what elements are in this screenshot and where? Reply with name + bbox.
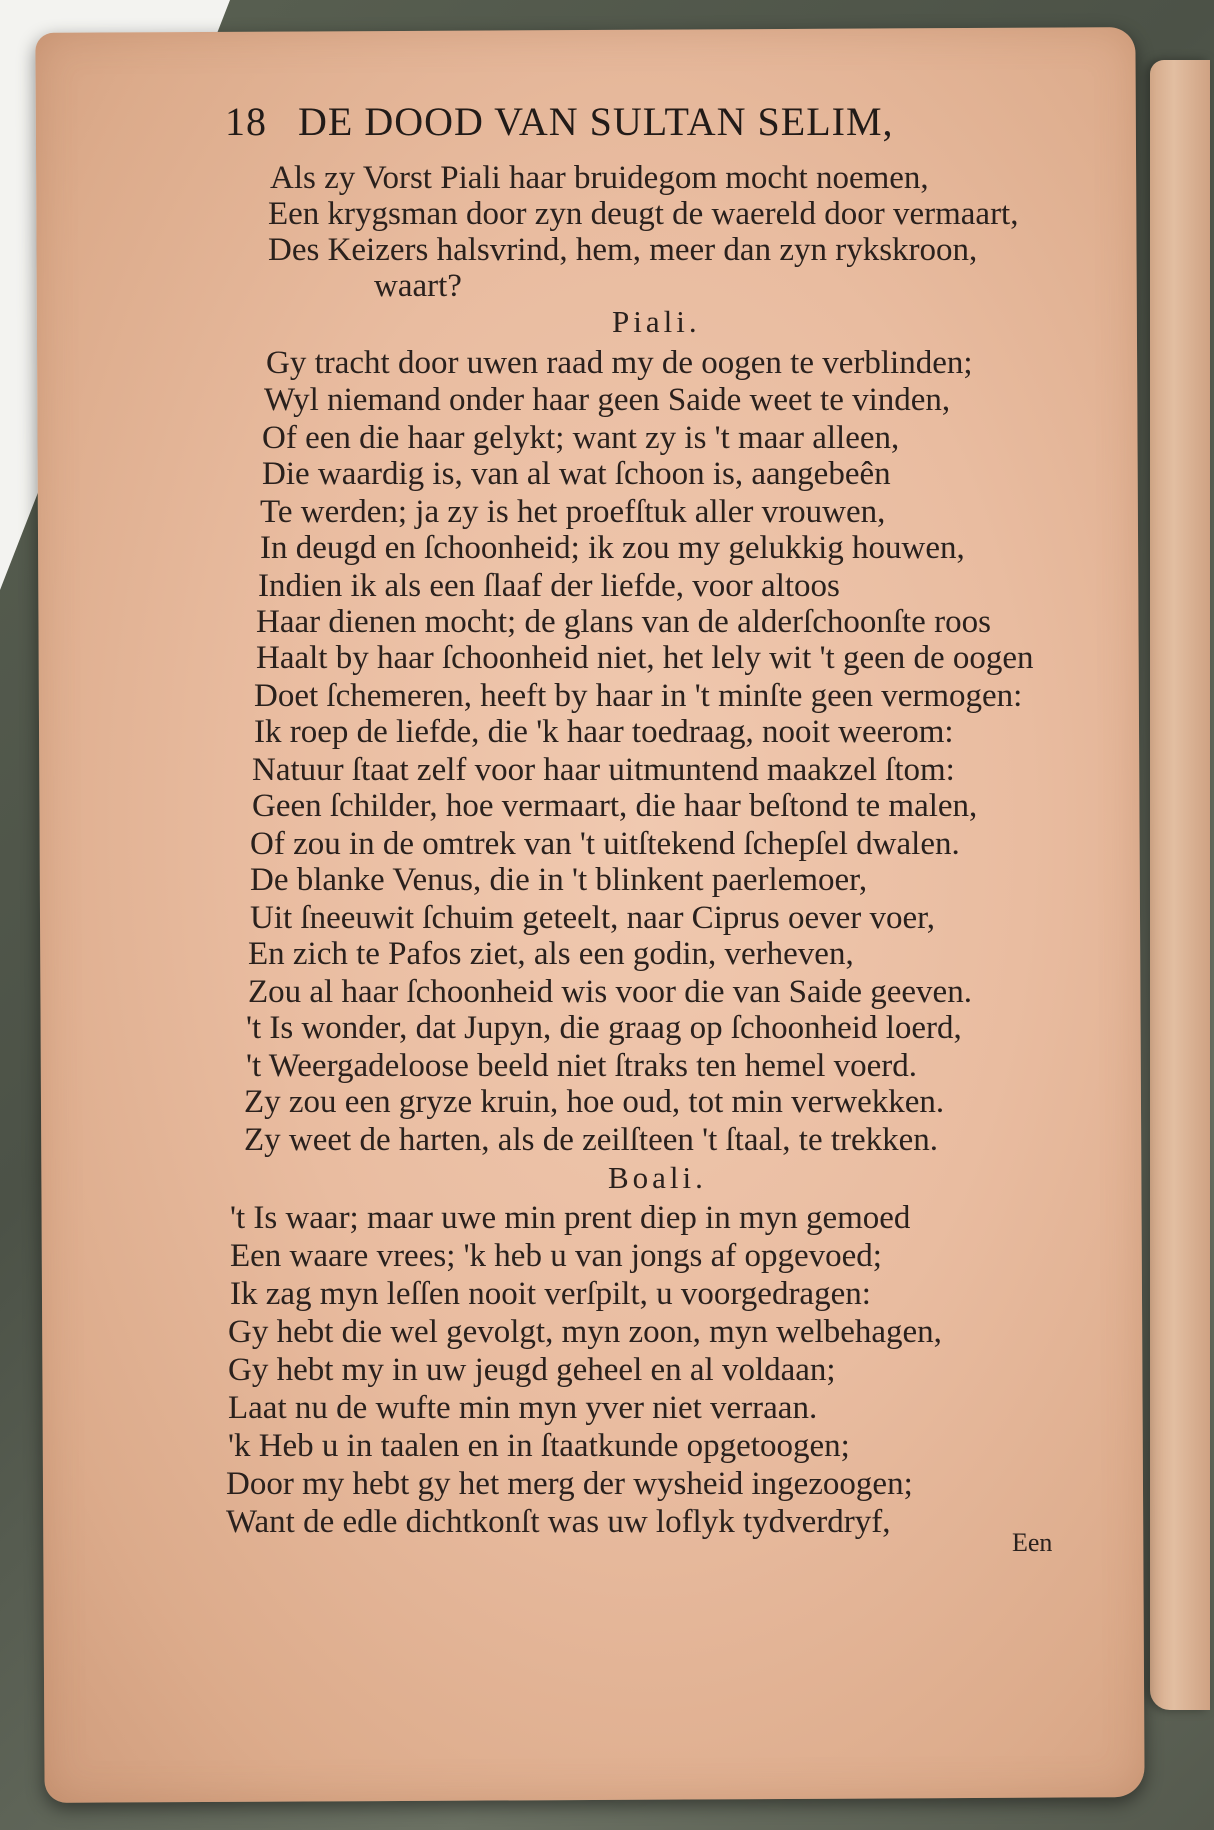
speaker-name: Piali. [612, 304, 701, 339]
text-line: Natuur ſtaat zelf voor haar uitmuntend maakzel ſtom: [252, 752, 955, 788]
next-page-edge [1150, 60, 1210, 1710]
text-line: Zou al haar ſchoonheid wis voor die van Saide geeven. [248, 974, 972, 1010]
speaker-name: Boali. [608, 1160, 707, 1195]
text-line: 'k Heb u in taalen en in ſtaatkunde opgetoogen; [228, 1428, 850, 1464]
running-header [225, 98, 1085, 158]
text-line: De blanke Venus, die in 't blinkent paerlemoer, [250, 862, 868, 898]
text-line: Haar dienen mocht; de glans van de alderſchoonſte roos [256, 604, 991, 640]
text-line: Gy hebt my in uw jeugd geheel en al voldaan; [228, 1352, 836, 1388]
text-line: waart? [374, 268, 462, 304]
text-line: Gy tracht door uwen raad my de oogen te verblinden; [266, 345, 973, 381]
text-line: Of zou in de omtrek van 't uitſtekend ſchepſel dwalen. [250, 826, 960, 862]
running-title: DE DOOD VAN SULTAN SELIM, [298, 99, 894, 144]
text-line: Zy weet de harten, als de zeilſteen 't ſtaal, te trekken. [244, 1122, 939, 1158]
text-line: Of een die haar gelykt; want zy is 't maar alleen, [262, 420, 900, 456]
text-line: Ik zag myn leſſen nooit verſpilt, u voorgedragen: [230, 1276, 871, 1312]
text-line: Des Keizers halsvrind, hem, meer dan zyn rykskroon, [268, 232, 978, 268]
text-line: Uit ſneeuwit ſchuim geteelt, naar Ciprus oever voer, [250, 900, 936, 936]
text-line: En zich te Pafos ziet, als een godin, verheven, [248, 936, 854, 972]
text-line: Wyl niemand onder haar geen Saide weet te vinden, [264, 382, 951, 418]
text-line: 't Weergadeloose beeld niet ſtraks ten hemel voerd. [246, 1048, 918, 1084]
text-line: 't Is waar; maar uwe min prent diep in myn gemoed [230, 1200, 911, 1236]
text-line: Zy zou een gryze kruin, hoe oud, tot min verwekken. [244, 1084, 945, 1120]
text-line: Ik roep de liefde, die 'k haar toedraag, nooit weerom: [254, 714, 954, 750]
text-line: Een waare vrees; 'k heb u van jongs af opgevoed; [230, 1238, 882, 1274]
text-line: Want de edle dichtkonſt was uw loflyk tydverdryf, [226, 1504, 891, 1540]
text-line: Gy hebt die wel gevolgt, myn zoon, myn welbehagen, [228, 1314, 942, 1350]
text-line: Te werden; ja zy is het proefſtuk aller vrouwen, [260, 494, 886, 530]
text-line: Doet ſchemeren, heeft by haar in 't minſte geen vermogen: [254, 678, 1023, 714]
text-line: In deugd en ſchoonheid; ik zou my gelukkig houwen, [260, 530, 965, 566]
text-line: Door my hebt gy het merg der wysheid ingezoogen; [226, 1466, 913, 1502]
page-number: 18 [225, 99, 267, 144]
text-line: Een krygsman door zyn deugt de waereld door vermaart, [268, 196, 1019, 232]
catchword: Een [1012, 1528, 1053, 1557]
text-line: Haalt by haar ſchoonheid niet, het lely wit 't geen de oogen [256, 640, 1034, 676]
text-line: Als zy Vorst Piali haar bruidegom mocht noemen, [270, 160, 929, 196]
text-line: 't Is wonder, dat Jupyn, die graag op ſchoonheid loerd, [246, 1010, 962, 1046]
text-line: Indien ik als een ſlaaf der liefde, voor altoos [258, 568, 840, 604]
text-line: Laat nu de wufte min myn yver niet verraan. [228, 1390, 818, 1426]
text-line: Die waardig is, van al wat ſchoon is, aangebeên [262, 456, 891, 492]
text-line: Geen ſchilder, hoe vermaart, die haar beſtond te malen, [252, 788, 978, 824]
